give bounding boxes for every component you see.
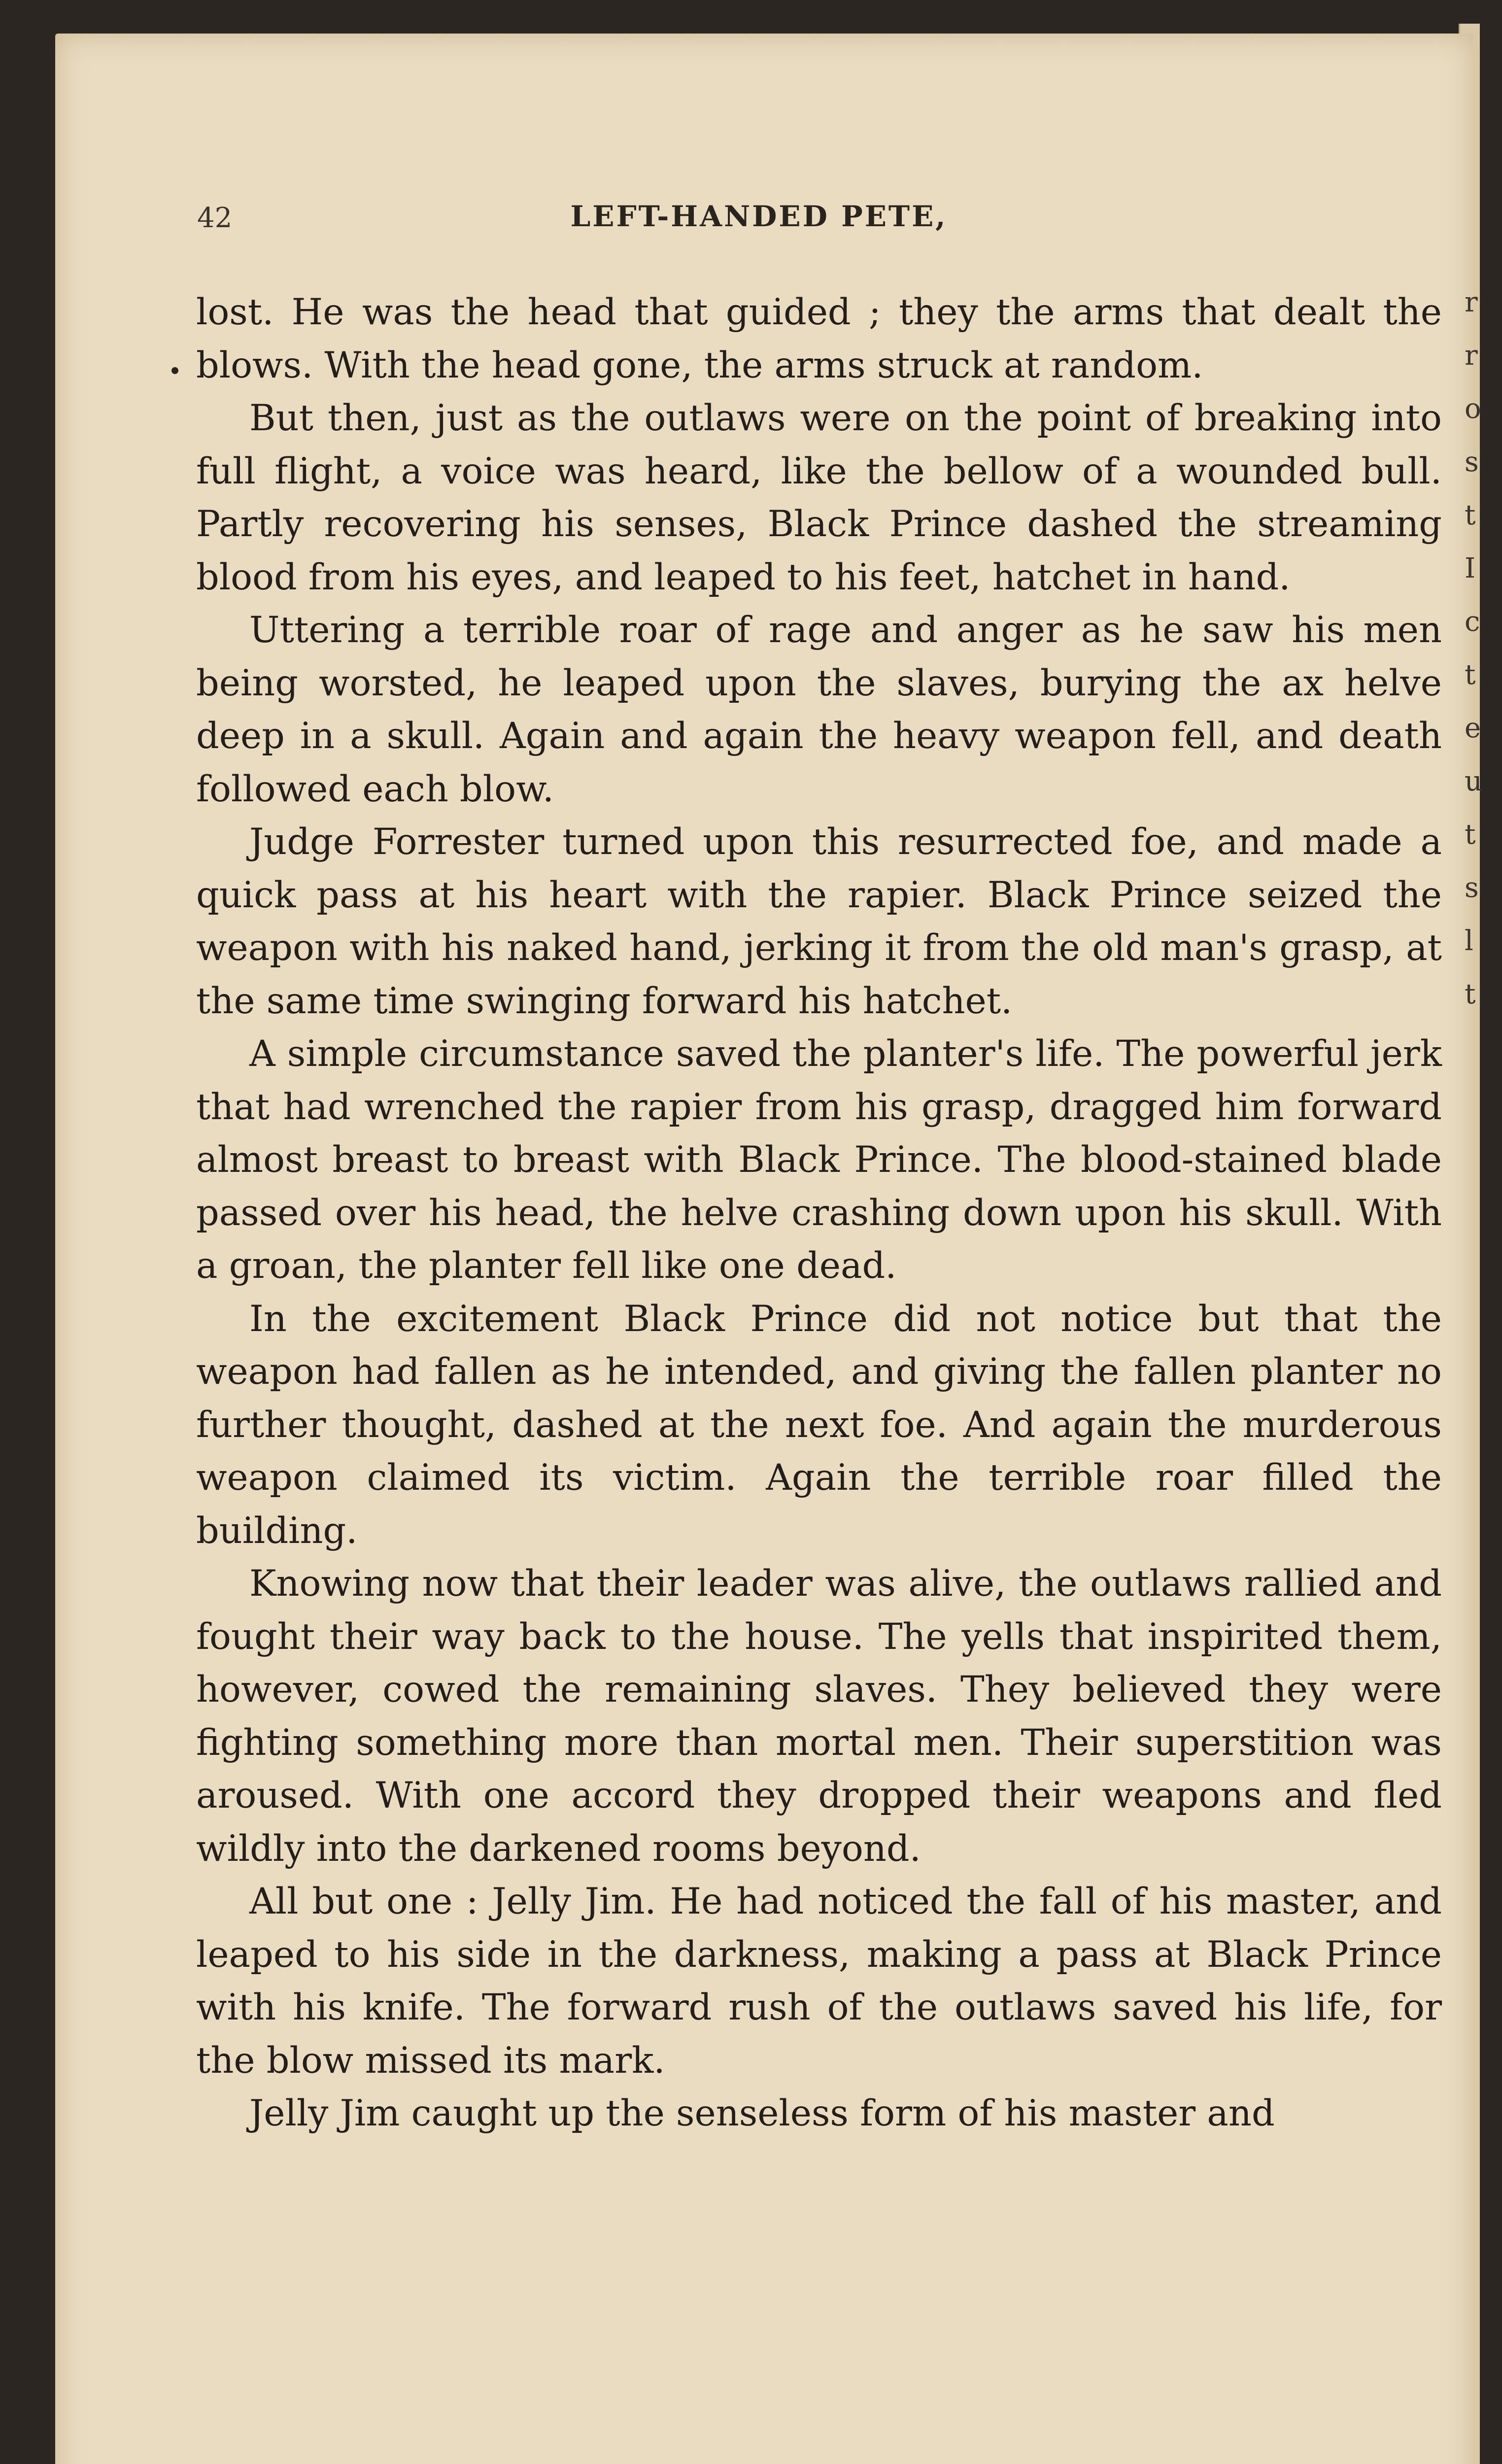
margin-fragment: r: [1465, 286, 1478, 318]
paragraph: Jelly Jim caught up the senseless form of his master and: [249, 2092, 1275, 2134]
margin-fragment: e: [1465, 712, 1481, 744]
margin-fragment: l: [1465, 925, 1473, 957]
margin-fragment: o: [1465, 393, 1481, 425]
paragraph: Uttering a terrible roar of rage and anger as he saw his men being worsted, he leaped upon the slaves, burying the ax helve deep in a skull. Again and again the heavy weapon fell, and death followed each blow.: [196, 609, 1442, 810]
margin-fragment: I: [1465, 552, 1476, 584]
margin-fragment: u: [1465, 765, 1483, 797]
margin-fragment: t: [1465, 659, 1476, 691]
margin-fragment: t: [1465, 499, 1476, 531]
paragraph: But then, just as the outlaws were on the point of breaking into full flight, a voice was heard, like the bellow of a wounded bull. Partly recovering his senses, Black Prince dashed the streaming blood from his eyes, and leaped to his feet, hatchet in hand.: [196, 397, 1442, 598]
paragraph: A simple circumstance saved the planter's life. The powerful jerk that had wrenched the rapier from his grasp, dragged him forward almost breast to breast with Black Prince. The blood-stained blade passed over his head, the helve crashing down upon his skull. With a groan, the planter fell like one dead.: [196, 1033, 1442, 1287]
margin-fragment: s: [1465, 446, 1479, 478]
paragraph: Knowing now that their leader was alive, the outlaws rallied and fought their way back to the house. The yells that inspirited them, however, cowed the remaining slaves. They believed they were fighting something more than mortal men. Their superstition was aroused. With one accord they dropped their weapons and fled wildly into the darkened rooms beyond.: [196, 1563, 1442, 1870]
margin-fragment: r: [1465, 340, 1478, 372]
paragraph: In the excitement Black Prince did not notice but that the weapon had fallen as he intended, and giving the fallen planter no further thought, dashed at the next foe. And again the murderous weapon claimed its victim. Again the terrible roar filled the building.: [196, 1298, 1442, 1552]
paragraph: lost. He was the head that guided ; they the arms that dealt the blows. With the head gone, the arms struck at random.: [196, 291, 1442, 386]
margin-fragment: t: [1465, 978, 1476, 1010]
page-number: 42: [197, 202, 233, 234]
margin-fragment: t: [1465, 819, 1476, 851]
running-title: LEFT-HANDED PETE,: [570, 200, 948, 233]
body-text: [196, 286, 1442, 2140]
margin-fragment: c: [1465, 606, 1480, 638]
facing-page-margin-fragments: [1465, 276, 1484, 1021]
paragraph: All but one : Jelly Jim. He had noticed the fall of his master, and leaped to his side in the darkness, making a pass at Black Prince with his knife. The forward rush of the outlaws saved his life, for the blow missed its mark.: [196, 1881, 1442, 2082]
margin-fragment: s: [1465, 872, 1479, 904]
margin-dot: [171, 367, 178, 374]
paragraph: Judge Forrester turned upon this resurrected foe, and made a quick pass at his heart with the rapier. Black Prince seized the weapon with his naked hand, jerking it from the old man's grasp, at the same time swinging forward his hatchet.: [196, 821, 1442, 1022]
